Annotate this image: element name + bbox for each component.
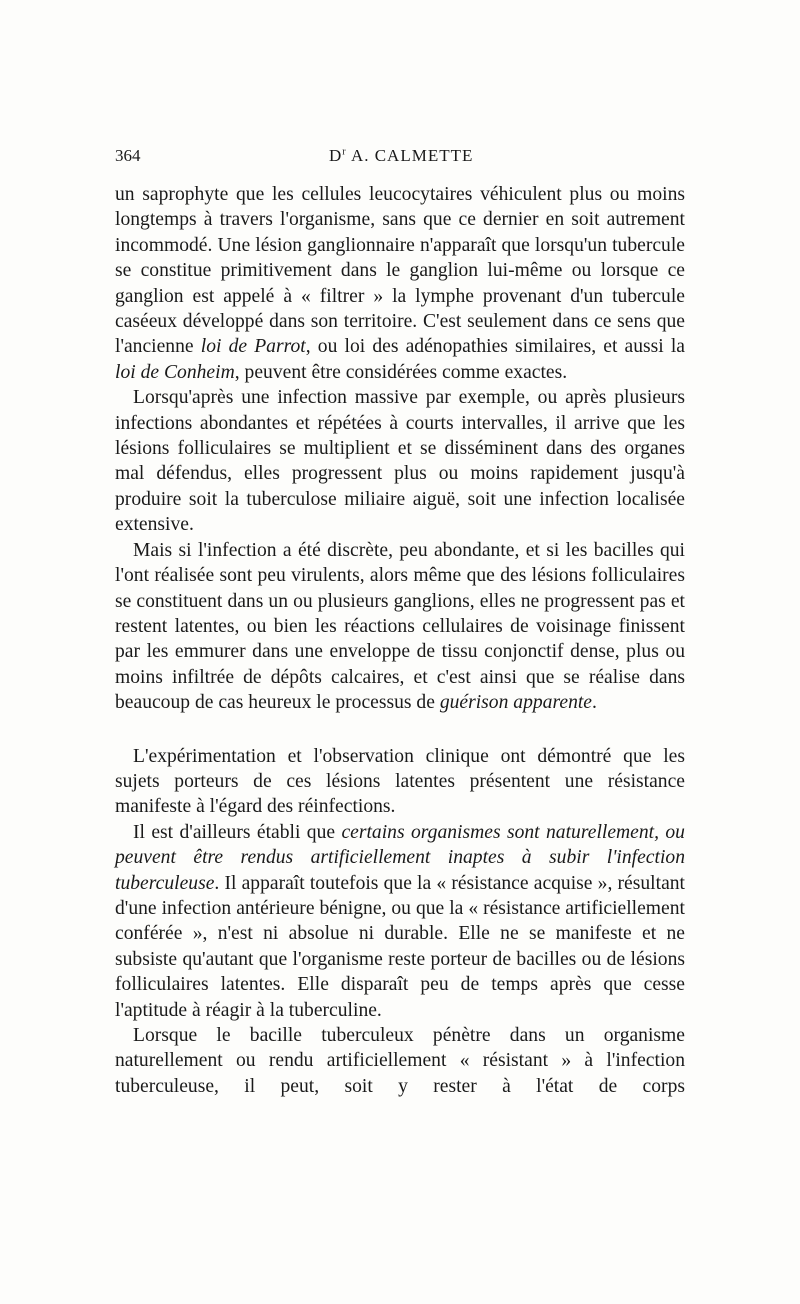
italic-run: loi de Parrot xyxy=(200,336,306,358)
text-run: L'expérimentation et l'observation clinique ont démontré que les sujets porteurs de ces lésions latentes présentent une résistance manifeste à l'égard des réinfections. xyxy=(115,745,685,818)
paragraph xyxy=(115,385,685,537)
text-run: , ou loi des adénopathies similaires, et aussi la xyxy=(305,336,685,358)
paragraph xyxy=(115,1023,685,1099)
running-title: $D^r$ A. CALMETTE xyxy=(329,146,474,165)
text-run: . xyxy=(592,692,597,714)
running-header xyxy=(115,146,685,170)
text-run: Mais si l'infection a été discrète, peu abondante, et si les bacilles qui l'ont réalisée sont peu virulents, alors même que des lésions folliculaires se constituent dans un ou plusieurs ganglions, elles ne progressent pas et restent latentes, ou bien les réactions cellulaires de voisinage finissent par les emmurer dans une enveloppe de tissu conjonctif dense, plus ou moins infiltrée de dépôts calcaires, et c'est ainsi que se réalise dans beaucoup de cas heureux le processus de xyxy=(115,539,685,714)
text-run: Il est d'ailleurs établi que xyxy=(133,821,342,843)
paragraph xyxy=(115,182,685,385)
italic-run: guérison apparente xyxy=(439,692,593,714)
text-run: . Il apparaît toutefois que la « résistance acquise », résultant d'une infection antérieure bénigne, ou que la « résistance artificiellement conférée », n'est ni absolue ni durable. Elle ne se manifeste et ne subsiste qu'autant que l'organisme reste porteur de bacilles ou de lésions folliculaires latentes. Elle disparaît peu de temps après que cesse l'aptitude à réagir à la tuberculine. xyxy=(115,872,685,1021)
page-number: 364 xyxy=(115,146,141,165)
body-text xyxy=(115,182,685,1099)
paragraph xyxy=(115,820,685,1023)
text-run: Lorsque le bacille tuberculeux pénètre dans un organisme naturellement ou rendu artificiellement « résistant » à l'infection tuberculeuse, il peut, soit y rester à l'état de corps xyxy=(115,1025,685,1097)
text-run: un saprophyte que les cellules leucocytaires véhiculent plus ou moins longtemps à travers l'organisme, sans que ce dernier en soit autrement incommodé. Une lésion ganglionnaire n'apparaît que lorsqu'un tubercule se constitue primitivement dans le ganglion lui-même ou lorsque ce ganglion est appelé à « filtrer » la lymphe provenant d'un tubercule caséeux développé dans son territoire. C'est seulement dans ce sens que l'ancienne xyxy=(115,184,685,358)
text-run: Lorsqu'après une infection massive par exemple, ou après plusieurs infections abondantes et répétées à courts intervalles, il arrive que les lésions folliculaires se multiplient et se disséminent dans des organes mal défendus, elles progressent plus ou moins rapidement jusqu'à produire soit la tuberculose miliaire aiguë, soit une infection localisée extensive. xyxy=(115,387,685,536)
paragraph xyxy=(115,538,685,716)
italic-run: loi de Conheim xyxy=(115,361,235,383)
text-run: , peuvent être considérées comme exactes. xyxy=(234,361,568,383)
italic-run: certains organismes sont naturellement, ou peuvent être rendus artificiellement inaptes à subir l'infection tuberculeuse xyxy=(115,821,685,894)
paragraph xyxy=(115,744,685,820)
